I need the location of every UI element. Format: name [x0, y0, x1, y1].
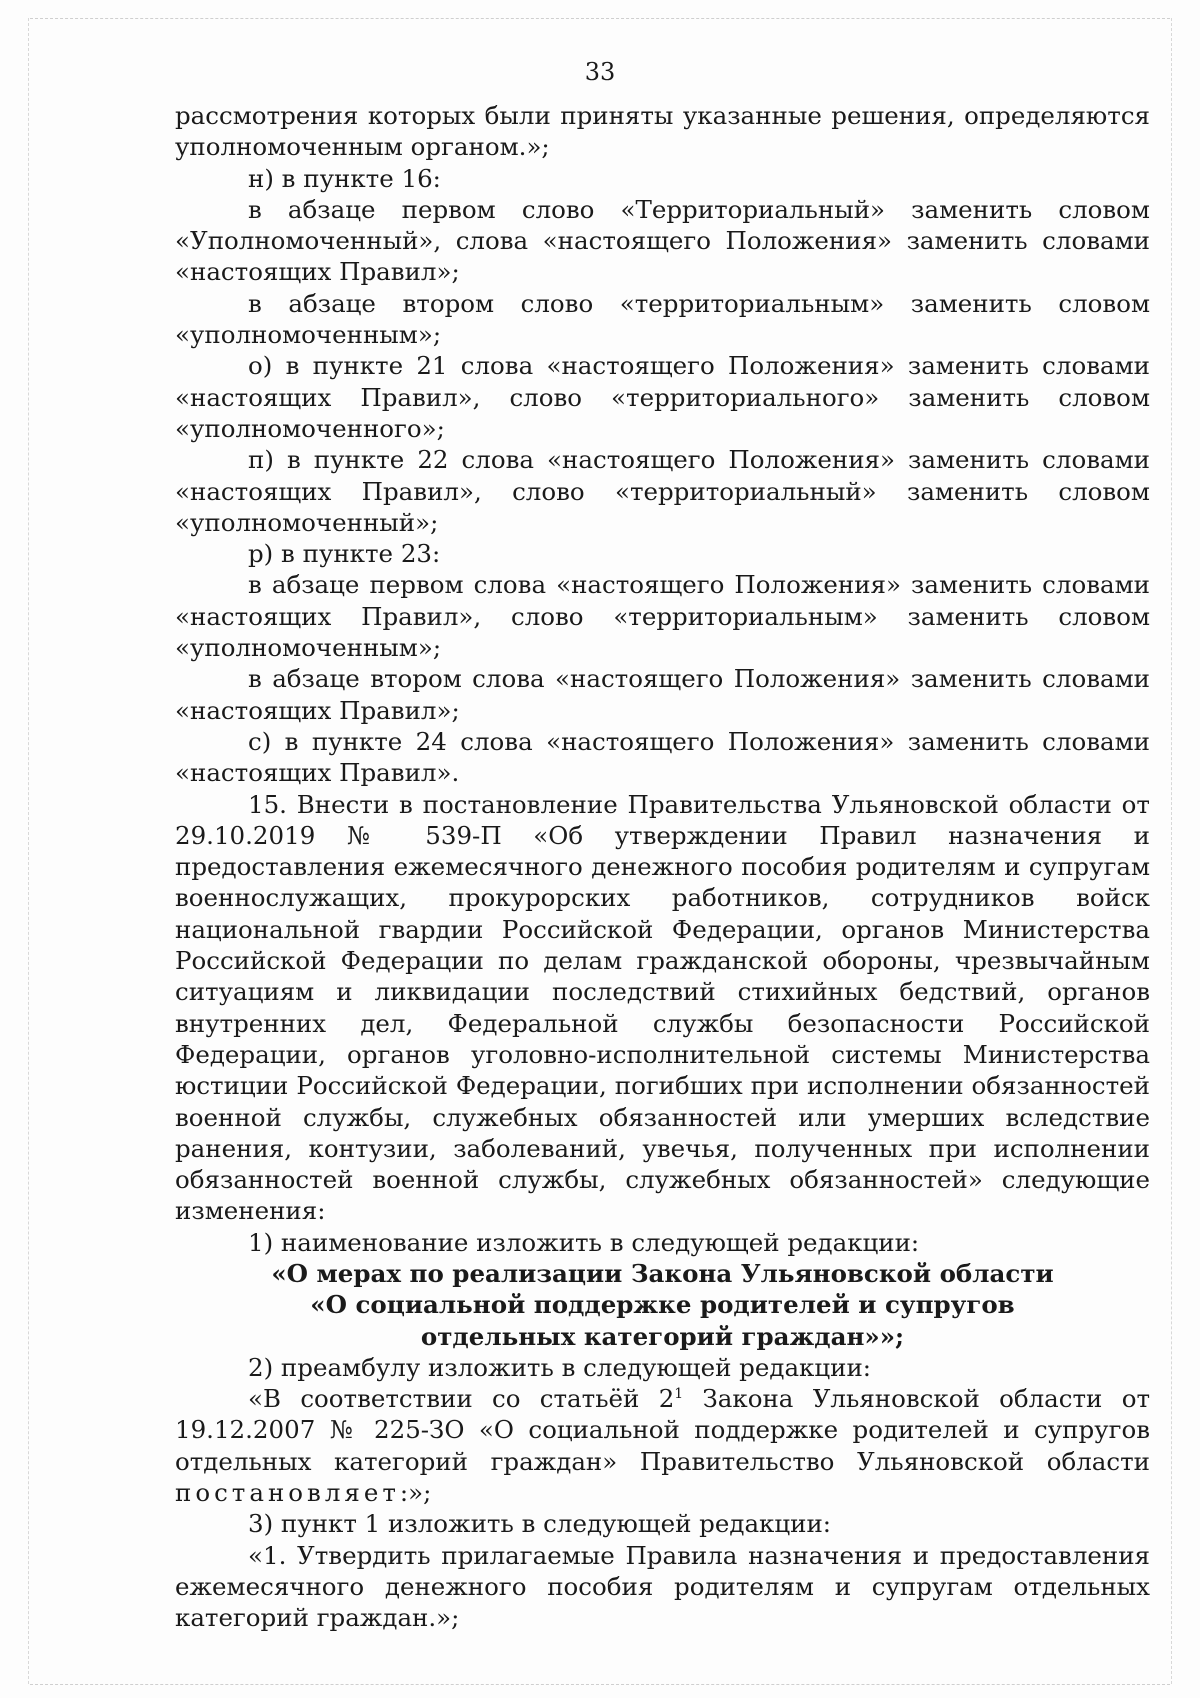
preamble-text-end: :»;	[399, 1478, 432, 1508]
paragraph: п) в пункте 22 слова «настоящего Положения» заменить словами «настоящих Правил», слово «территориальный» заменить словом «уполномоченный»;	[175, 445, 1150, 537]
preamble-paragraph	[175, 1383, 1150, 1508]
paragraph: 1) наименование изложить в следующей редакции:	[248, 1227, 920, 1257]
paragraph: 15. Внести в постановление Правительства Ульяновской области от 29.10.2019 № 539-П «Об утверждении Правил назначения и предоставления ежемесячного денежного пособия родителям и супругам военнослужащих, прокурорских работников, сотрудников войск национальной гвардии Российской Федерации, органов Министерства Российской Федерации по делам гражданской обороны, чрезвычайным ситуациям и ликвидации последствий стихийных бедствий, органов внутренних дел, Федеральной службы безопасности Российской Федерации, органов уголовно-исполнительной системы Министерства юстиции Российской Федерации, погибших при исполнении обязанностей военной службы, служебных обязанностей или умерших вследствие ранения, контузии, заболеваний, увечья, полученных при исполнении обязанностей военной службы, служебных обязанностей» следующие изменения:	[175, 789, 1150, 1226]
scan-edge-left	[28, 18, 29, 1684]
paragraph: 2) преамбулу изложить в следующей редакции:	[248, 1352, 872, 1382]
paragraph: «1. Утвердить прилагаемые Правила назначения и предоставления ежемесячного денежного пособия родителям и супругам отдельных категорий граждан.»;	[175, 1540, 1150, 1633]
paragraph: в абзаце втором слово «территориальным» заменить словом «уполномоченным»;	[175, 288, 1150, 350]
superscript: 1	[674, 1386, 684, 1403]
paragraph: с) в пункте 24 слова «настоящего Положения» заменить словами «настоящих Правил».	[175, 726, 1150, 788]
title-line: отдельных категорий граждан»»;	[420, 1321, 905, 1351]
preamble-text-middle: Закона Ульяновской области от 19.12.2007 № 225-ЗО «О социальной поддержке родителей и супругов отдельных категорий граждан» Правительство Ульяновской области	[175, 1384, 1150, 1476]
paragraph: о) в пункте 21 слова «настоящего Положения» заменить словами «настоящих Правил», слово «территориального» заменить словом «уполномоченного»;	[175, 351, 1150, 443]
preamble-text-start: «В соответствии со статьёй 2	[248, 1384, 675, 1414]
document-body	[175, 100, 1150, 1634]
scan-edge-bottom	[30, 1684, 1170, 1685]
scan-edge-top	[30, 18, 1170, 19]
spaced-word: постановляет	[175, 1478, 400, 1508]
paragraph: рассмотрения которых были приняты указанные решения, определяются уполномоченным органом.»;	[175, 101, 1150, 162]
paragraph: в абзаце втором слова «настоящего Положения» заменить словами «настоящих Правил»;	[175, 664, 1150, 725]
page-number: 33	[584, 58, 616, 86]
paragraph: н) в пункте 16:	[248, 163, 441, 193]
title-line: «О социальной поддержке родителей и супругов	[310, 1290, 1015, 1320]
title-line: «О мерах по реализации Закона Ульяновской области	[271, 1258, 1054, 1288]
paragraph: 3) пункт 1 изложить в следующей редакции:	[248, 1509, 832, 1539]
scan-edge-right	[1171, 18, 1172, 1684]
paragraph: в абзаце первом слово «Территориальный» заменить словом «Уполномоченный», слова «настоящего Положения» заменить словами «настоящих Правил»;	[175, 194, 1150, 287]
paragraph: в абзаце первом слова «настоящего Положения» заменить словами «настоящих Правил», слово «территориальным» заменить словом «уполномоченным»;	[175, 570, 1150, 663]
paragraph: р) в пункте 23:	[248, 539, 441, 569]
